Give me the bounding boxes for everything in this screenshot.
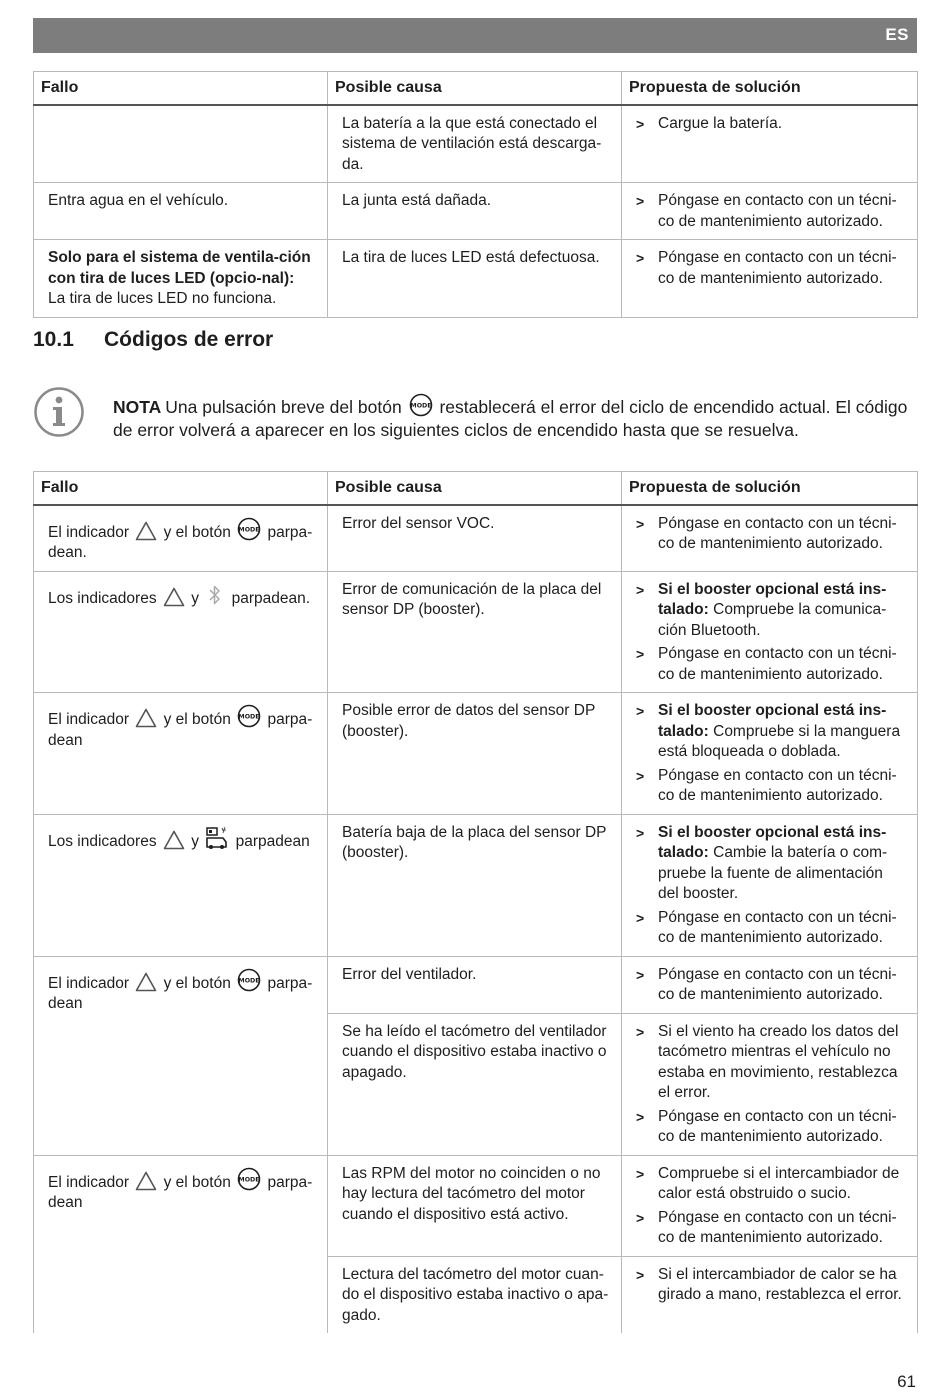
fault-cell: Solo para el sistema de ventila-ción con tira de luces LED (opcio-nal): La tira de luces LED no funciona. [34, 240, 328, 318]
solution-cell [622, 505, 918, 572]
solution-step: > Si el booster opcional está ins-talado: Compruebe la comunica-ción Bluetooth. [636, 580, 887, 639]
cause-cell: Error de comunicación de la placa del sensor DP (booster). [328, 571, 622, 693]
solution-cell [622, 1013, 918, 1155]
table-header-row [34, 472, 918, 505]
solution-cell [622, 1256, 918, 1333]
cause-cell: Lectura del tacómetro del motor cuan-do el dispositivo estaba inactivo o apa-gado. [328, 1256, 622, 1333]
fault-cell: El indicador y el botón MODE parpa-dean [34, 1155, 328, 1333]
solution-step: > Póngase en contacto con un técni-co de mantenimiento autorizado. [636, 965, 897, 1003]
fault-cell: El indicador y el botón MODE parpa-dean [34, 693, 328, 815]
solution-step: > Póngase en contacto con un técni-co de mantenimiento autorizado. [636, 514, 897, 552]
warning-icon [163, 587, 185, 607]
bullet-arrow: > [636, 1108, 645, 1125]
cause-cell: La junta está dañada. [328, 183, 622, 240]
table-row [34, 814, 918, 956]
fault-cell: Los indicadores y parpadean [34, 814, 328, 956]
solution-step: > Póngase en contacto con un técni-co de mantenimiento autorizado. [636, 908, 897, 946]
solution-cell [622, 1155, 918, 1256]
table-row [34, 240, 918, 318]
table-row [34, 693, 918, 815]
solution-step: > Póngase en contacto con un técni-co de mantenimiento autorizado. [636, 766, 897, 804]
table-row [34, 105, 918, 183]
cause-cell: La batería a la que está conectado el sistema de ventilación está descarga-da. [328, 105, 622, 183]
bullet-arrow: > [636, 515, 645, 532]
cause-cell: Error del sensor VOC. [328, 505, 622, 572]
column-header-cause: Posible causa [328, 472, 622, 505]
fault-cell: Entra agua en el vehículo. [34, 183, 328, 240]
bullet-arrow: > [636, 824, 645, 841]
bullet-arrow: > [636, 1209, 645, 1226]
bullet-arrow: > [636, 767, 645, 784]
mode-button-icon [237, 704, 261, 728]
cause-cell: Se ha leído el tacómetro del ventilador cuando el dispositivo estaba inactivo o apagado. [328, 1013, 622, 1155]
table-row [34, 571, 918, 693]
warning-icon [135, 1171, 157, 1191]
solution-step: > Si el viento ha creado los datos del tacómetro mientras el vehículo no estaba en movimiento, restablezca el error. [636, 1022, 899, 1101]
bullet-arrow: > [636, 1023, 645, 1040]
table-row [34, 956, 918, 1013]
page-number: 61 [897, 1372, 916, 1391]
svg-text:MODE: MODE [238, 713, 260, 721]
solution-step: > Póngase en contacto con un técni-co de mantenimiento autorizado. [636, 645, 897, 683]
table-row [34, 505, 918, 572]
mode-button-icon [409, 393, 433, 417]
solution-cell [622, 105, 918, 183]
mode-button-icon [237, 1167, 261, 1191]
solution-step: > Póngase en contacto con un técni-co de mantenimiento autorizado. [636, 249, 897, 287]
solution-step: > Si el booster opcional está ins-talado: Compruebe si la manguera está bloqueada o doblada. [636, 702, 901, 760]
mode-button-icon [237, 968, 261, 992]
bluetooth-icon [205, 583, 225, 607]
header-bar [33, 18, 917, 53]
fault-cell: El indicador y el botón MODE parpa-dean [34, 956, 328, 1155]
error-codes-table [33, 471, 918, 1333]
column-header-solution: Propuesta de solución [622, 472, 918, 505]
solution-cell [622, 814, 918, 956]
cause-cell: Las RPM del motor no coinciden o no hay lectura del tacómetro del motor cuando el dispositivo está activo. [328, 1155, 622, 1256]
bullet-arrow: > [636, 909, 645, 926]
cause-cell: La tira de luces LED está defectuosa. [328, 240, 622, 318]
low-battery-sensor-icon [205, 826, 229, 850]
column-header-fault: Fallo [34, 72, 328, 105]
cause-cell: Posible error de datos del sensor DP (booster). [328, 693, 622, 815]
bullet-arrow: > [636, 115, 645, 132]
warning-icon [135, 708, 157, 728]
column-header-cause: Posible causa [328, 72, 622, 105]
table-header-row [34, 72, 918, 105]
solution-cell [622, 571, 918, 693]
bullet-arrow: > [636, 581, 645, 598]
section-title: Códigos de error [104, 328, 274, 351]
section-heading [33, 328, 273, 352]
column-header-solution: Propuesta de solución [622, 72, 918, 105]
cause-cell: Batería baja de la placa del sensor DP (booster). [328, 814, 622, 956]
fault-cell: Los indicadores y parpadean. [34, 571, 328, 693]
column-header-fault: Fallo [34, 472, 328, 505]
bullet-arrow: > [636, 966, 645, 983]
troubleshooting-table [33, 71, 918, 318]
table-row [34, 1155, 918, 1256]
solution-step: > Póngase en contacto con un técni-co de mantenimiento autorizado. [636, 192, 897, 230]
fault-cell: El indicador y el botón MODE parpa-dean. [34, 505, 328, 572]
solution-step: > Si el intercambiador de calor se ha girado a mano, restablezca el error. [636, 1265, 902, 1303]
solution-cell [622, 693, 918, 815]
bullet-arrow: > [636, 703, 645, 719]
bullet-arrow: > [636, 1266, 645, 1283]
svg-text:MODE: MODE [238, 525, 260, 533]
bullet-arrow: > [636, 1165, 645, 1182]
language-tag: ES [885, 25, 909, 44]
svg-text:MODE: MODE [238, 1175, 260, 1183]
solution-step: > Póngase en contacto con un técni-co de mantenimiento autorizado. [636, 1107, 897, 1145]
svg-text:MODE: MODE [410, 402, 432, 410]
section-number: 10.1 [33, 328, 74, 351]
fault-cell [34, 105, 328, 183]
bullet-arrow: > [636, 646, 645, 662]
bullet-arrow: > [636, 250, 645, 266]
solution-step: > Cargue la batería. [636, 114, 905, 135]
note-text: NOTA Una pulsación breve del botón MODE restablecerá el error del ciclo de encendido actual. El código de error volverá a aparecer en los siguientes ciclos de encendido hasta que se resuelva. [113, 393, 913, 442]
solution-step: > Póngase en contacto con un técni-co de mantenimiento autorizado. [636, 1208, 897, 1246]
solution-step: > Si el booster opcional está ins-talado: Cambie la batería o com-pruebe la fuente de alimentación del booster. [636, 823, 888, 902]
cause-cell: Error del ventilador. [328, 956, 622, 1013]
solution-cell [622, 240, 918, 318]
table-row [34, 183, 918, 240]
warning-icon [135, 521, 157, 541]
warning-icon [163, 830, 185, 850]
warning-icon [135, 972, 157, 992]
bullet-arrow: > [636, 193, 645, 209]
solution-cell [622, 956, 918, 1013]
solution-step: > Compruebe si el intercambiador de calor está obstruido o sucio. [636, 1164, 900, 1202]
solution-cell [622, 183, 918, 240]
note-label: NOTA [113, 397, 162, 417]
info-icon [33, 386, 85, 438]
svg-text:MODE: MODE [238, 976, 260, 984]
mode-button-icon [237, 517, 261, 541]
